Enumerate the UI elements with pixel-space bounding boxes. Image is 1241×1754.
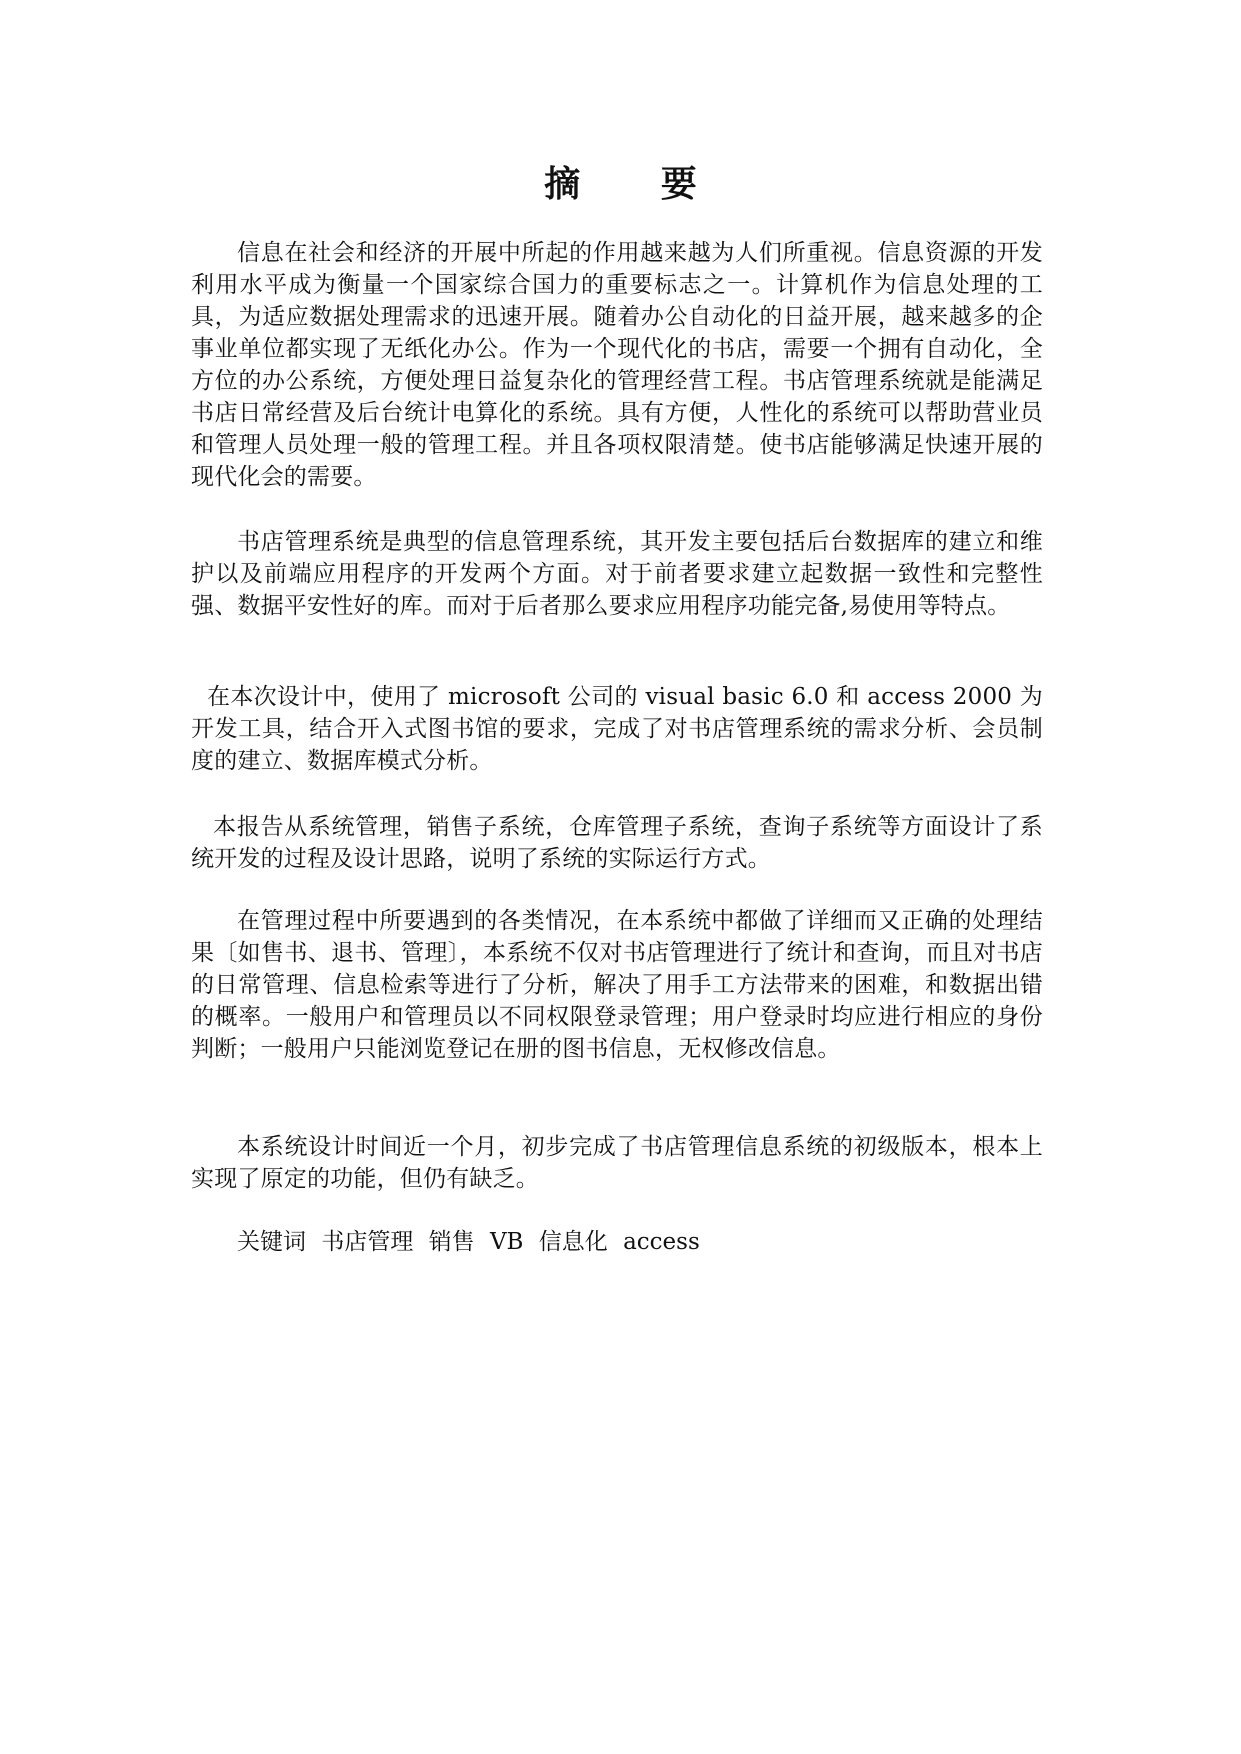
keyword-item: 销售 bbox=[428, 1229, 475, 1255]
keyword-item: VB bbox=[489, 1229, 524, 1255]
paragraph-report-scope: 本报告从系统管理，销售子系统，仓库管理子系统，查询子系统等方面设计了系统开发的过程及设计思路，说明了系统的实际运行方式。 bbox=[191, 814, 1043, 872]
keywords-label: 关键词 bbox=[237, 1229, 306, 1255]
paragraph-intro: 信息在社会和经济的开展中所起的作用越来越为人们所重视。信息资源的开发利用水平成为衡量一个国家综合国力的重要标志之一。计算机作为信息处理的工具，为适应数据处理需求的迅速开展。随着办公自动化的日益开展，越来越多的企事业单位都实现了无纸化办公。作为一个现代化的书店，需要一个拥有自动化，全方位的办公系统，方便处理日益复杂化的管理经营工程。书店管理系统就是能满足书店日常经营及后台统计电算化的系统。具有方便，人性化的系统可以帮助营业员和管理人员处理一般的管理工程。并且各项权限清楚。使书店能够满足快速开展的现代化会的需要。 bbox=[191, 240, 1043, 490]
paragraph-tools: 在本次设计中，使用了 microsoft 公司的 visual basic 6.0 和 access 2000 为开发工具，结合开入式图书馆的要求，完成了对书店管理系统的需求分析、会员制度的建立、数据库模式分析。 bbox=[191, 684, 1043, 774]
keywords-line bbox=[237, 1226, 708, 1258]
paragraph-conclusion: 本系统设计时间近一个月，初步完成了书店管理信息系统的初级版本，根本上实现了原定的功能，但仍有缺乏。 bbox=[191, 1134, 1043, 1192]
paragraph-management: 在管理过程中所要遇到的各类情况，在本系统中都做了详细而又正确的处理结果〔如售书、退书、管理〕，本系统不仅对书店管理进行了统计和查询，而且对书店的日常管理、信息检索等进行了分析，解决了用手工方法带来的困难，和数据出错的概率。一般用户和管理员以不同权限登录管理；用户登录时均应进行相应的身份判断；一般用户只能浏览登记在册的图书信息，无权修改信息。 bbox=[191, 908, 1043, 1062]
keyword-item: access bbox=[623, 1229, 700, 1255]
paragraph-system-type: 书店管理系统是典型的信息管理系统，其开发主要包括后台数据库的建立和维护以及前端应用程序的开发两个方面。对于前者要求建立起数据一致性和完整性强、数据平安性好的库。而对于后者那么要求应用程序功能完备,易使用等特点。 bbox=[191, 529, 1043, 619]
keyword-item: 书店管理 bbox=[321, 1229, 414, 1255]
page-title: 摘 要 bbox=[544, 164, 731, 205]
keyword-item: 信息化 bbox=[538, 1229, 608, 1255]
